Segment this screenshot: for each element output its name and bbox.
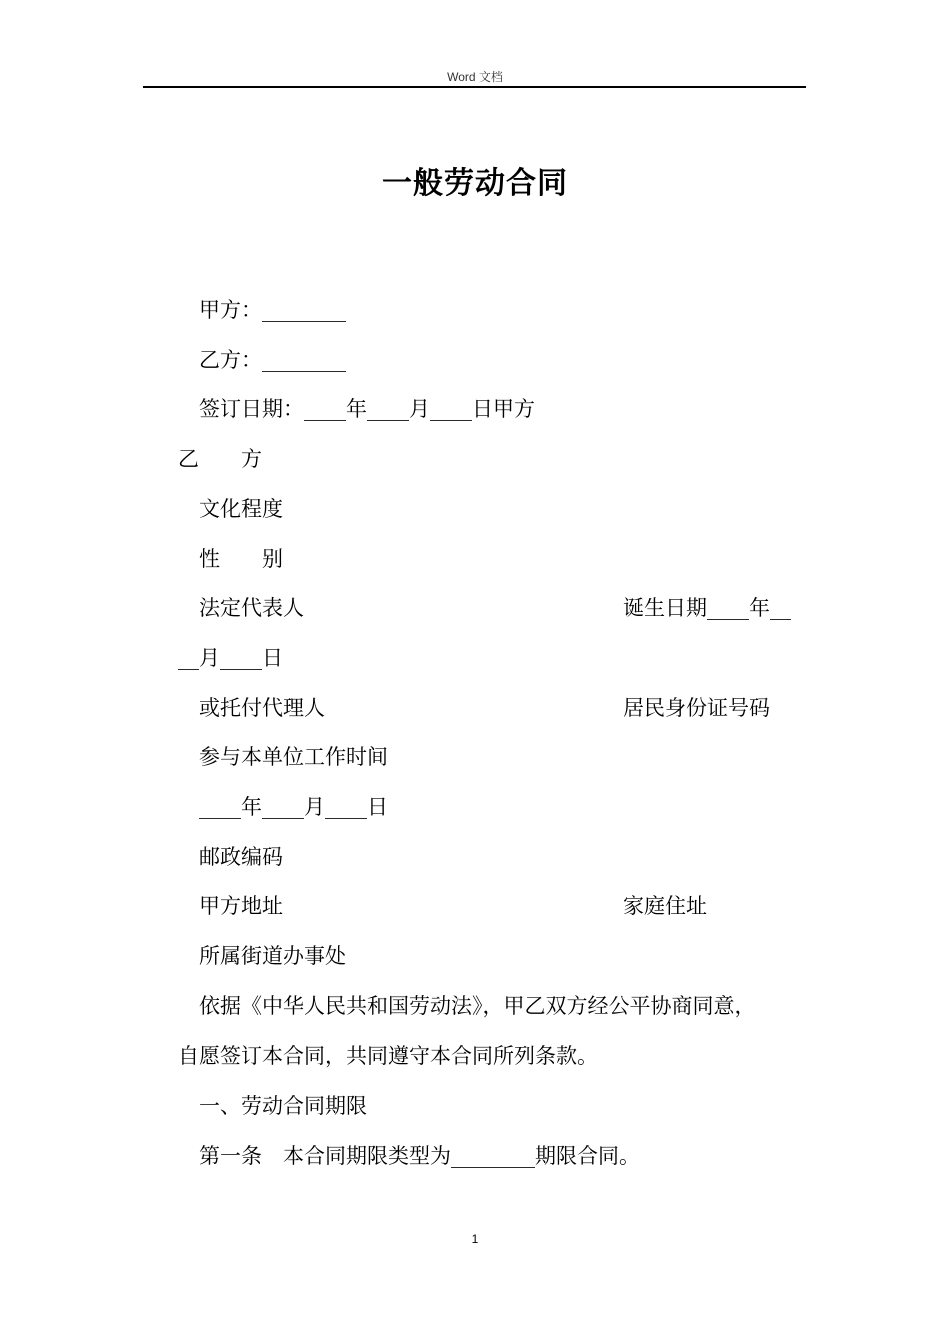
party-b-line: 乙方：________ (199, 348, 346, 372)
agent-label: 或托付代理人 (199, 696, 325, 720)
article-1: 第一条 本合同期限类型为________期限合同。 (199, 1144, 640, 1168)
preamble-line-2: 自愿签订本合同，共同遵守本合同所列条款。 (178, 1044, 598, 1068)
postcode-label: 邮政编码 (199, 845, 283, 869)
party-a-address-label: 甲方地址 (199, 894, 283, 918)
header-rule (143, 86, 806, 88)
document-title: 一般劳动合同 (382, 166, 568, 201)
preamble-line-1: 依据《中华人民共和国劳动法》，甲乙双方经公平协商同意， (199, 994, 756, 1018)
section-heading-1: 一、劳动合同期限 (199, 1094, 367, 1118)
gender-label: 性 别 (199, 547, 283, 571)
page-header: Word 文档 (447, 70, 503, 84)
page-number: 1 (471, 1232, 479, 1246)
join-date-line: ____年____月____日 (199, 795, 388, 819)
birth-date-label: 诞生日期____年__ (623, 596, 791, 620)
legal-rep-label: 法定代表人 (199, 596, 304, 620)
id-number-label: 居民身份证号码 (623, 696, 770, 720)
party-b-label: 乙 方 (178, 447, 262, 471)
street-office-label: 所属街道办事处 (199, 944, 346, 968)
education-label: 文化程度 (199, 497, 283, 521)
birth-date-continued: __月____日 (178, 646, 283, 670)
home-address-label: 家庭住址 (623, 894, 707, 918)
join-time-label: 参与本单位工作时间 (199, 745, 388, 769)
sign-date-line: 签订日期：____年____月____日甲方 (199, 397, 535, 421)
party-a-line: 甲方：________ (199, 298, 346, 322)
